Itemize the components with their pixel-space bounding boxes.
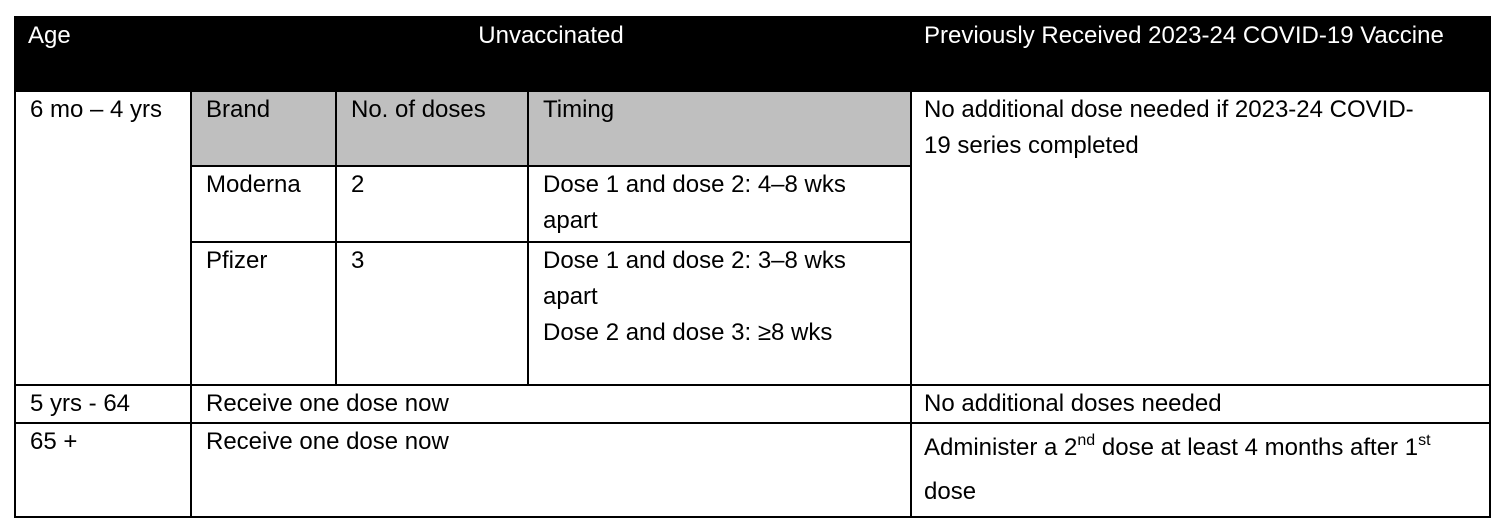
brand-name: Pfizer (192, 242, 336, 384)
timing-line: Dose 2 and dose 3: ≥8 wks (543, 319, 833, 346)
brand-row-moderna (192, 166, 912, 242)
row-5yrs-64 (15, 385, 1490, 423)
dose-timing (528, 166, 912, 242)
dose-count: 3 (336, 242, 528, 384)
age-cell: 5 yrs - 64 (15, 385, 191, 423)
doses-header: No. of doses (336, 92, 528, 166)
timing-header: Timing (528, 92, 912, 166)
previous-text-part: Administer a 2 (924, 434, 1078, 461)
age-cell: 6 mo – 4 yrs (15, 91, 191, 385)
unvaccinated-cell: Receive one dose now (191, 385, 911, 423)
row-65-plus (15, 423, 1490, 517)
brand-table-header (192, 92, 912, 166)
header-previously-received: Previously Received 2023-24 COVID-19 Vaccine (911, 17, 1490, 91)
timing-line: Dose 1 and dose 2: 3–8 wks apart (543, 247, 846, 310)
brand-header: Brand (192, 92, 336, 166)
header-row (15, 17, 1490, 91)
brand-table (192, 92, 912, 384)
header-age: Age (15, 17, 191, 91)
brand-table-cell (191, 91, 911, 385)
covid-vaccine-table (14, 16, 1491, 518)
header-unvaccinated: Unvaccinated (191, 17, 911, 91)
previous-text-part: dose (924, 478, 977, 505)
brand-row-pfizer (192, 242, 912, 384)
ordinal-superscript: st (1418, 432, 1431, 449)
brand-name: Moderna (192, 166, 336, 242)
dose-timing (528, 242, 912, 384)
age-cell: 65 + (15, 423, 191, 517)
previous-text-part: dose at least 4 months after 1 (1095, 434, 1419, 461)
previously-received-cell: No additional doses needed (911, 385, 1490, 423)
dose-count: 2 (336, 166, 528, 242)
previously-received-cell: No additional dose needed if 2023-24 COVID-19 series completed (911, 91, 1490, 385)
previously-received-cell (911, 423, 1490, 517)
row-6mo-4yrs (15, 91, 1490, 385)
timing-line: Dose 1 and dose 2: 4–8 wks apart (543, 171, 846, 234)
ordinal-superscript: nd (1077, 432, 1096, 449)
unvaccinated-cell: Receive one dose now (191, 423, 911, 517)
